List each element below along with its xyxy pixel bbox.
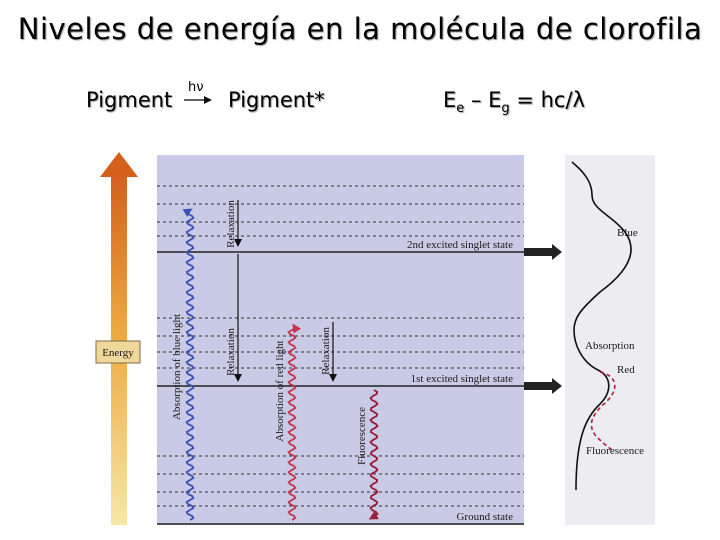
photon-label: hν	[188, 80, 204, 95]
spectrum-fluorescence-label: Fluorescence	[586, 445, 645, 457]
relaxation-label-top: Relaxation	[225, 200, 237, 248]
equation-e: E	[443, 88, 457, 112]
spectrum-blue-label: Blue	[617, 227, 638, 239]
ground-state-label: Ground state	[456, 511, 513, 523]
first-excited-label: 1st excited singlet state	[410, 373, 513, 385]
equation-g-subscript: g	[501, 101, 510, 117]
product-label: Pigment*	[228, 88, 325, 112]
fluorescence-label: Fluorescence	[356, 406, 368, 466]
second-excited-label: 2nd excited singlet state	[407, 239, 513, 251]
energy-label: Energy	[102, 347, 134, 359]
first-level-spectrum-arrow	[524, 378, 562, 394]
equation-rhs: = hc/λ	[509, 88, 585, 112]
reactant-label: Pigment	[86, 88, 173, 112]
red-absorption-label: Absorption of red light	[274, 340, 286, 442]
energy-panel	[157, 155, 524, 525]
second-level-spectrum-arrow	[524, 244, 562, 260]
spectrum-red-label: Red	[617, 364, 635, 376]
equation-minus-e: – E	[464, 88, 502, 112]
relaxation-label-mid: Relaxation	[225, 328, 237, 376]
page-title: Niveles de energía en la molécula de clorofila	[17, 12, 703, 46]
equation-e-subscript: e	[456, 101, 465, 117]
blue-absorption-label: Absorption of blue light	[171, 313, 183, 421]
relaxation-label-right: Relaxation	[320, 327, 332, 375]
spectrum-absorption-label: Absorption	[585, 340, 635, 352]
energy-arrow-head	[100, 152, 138, 177]
